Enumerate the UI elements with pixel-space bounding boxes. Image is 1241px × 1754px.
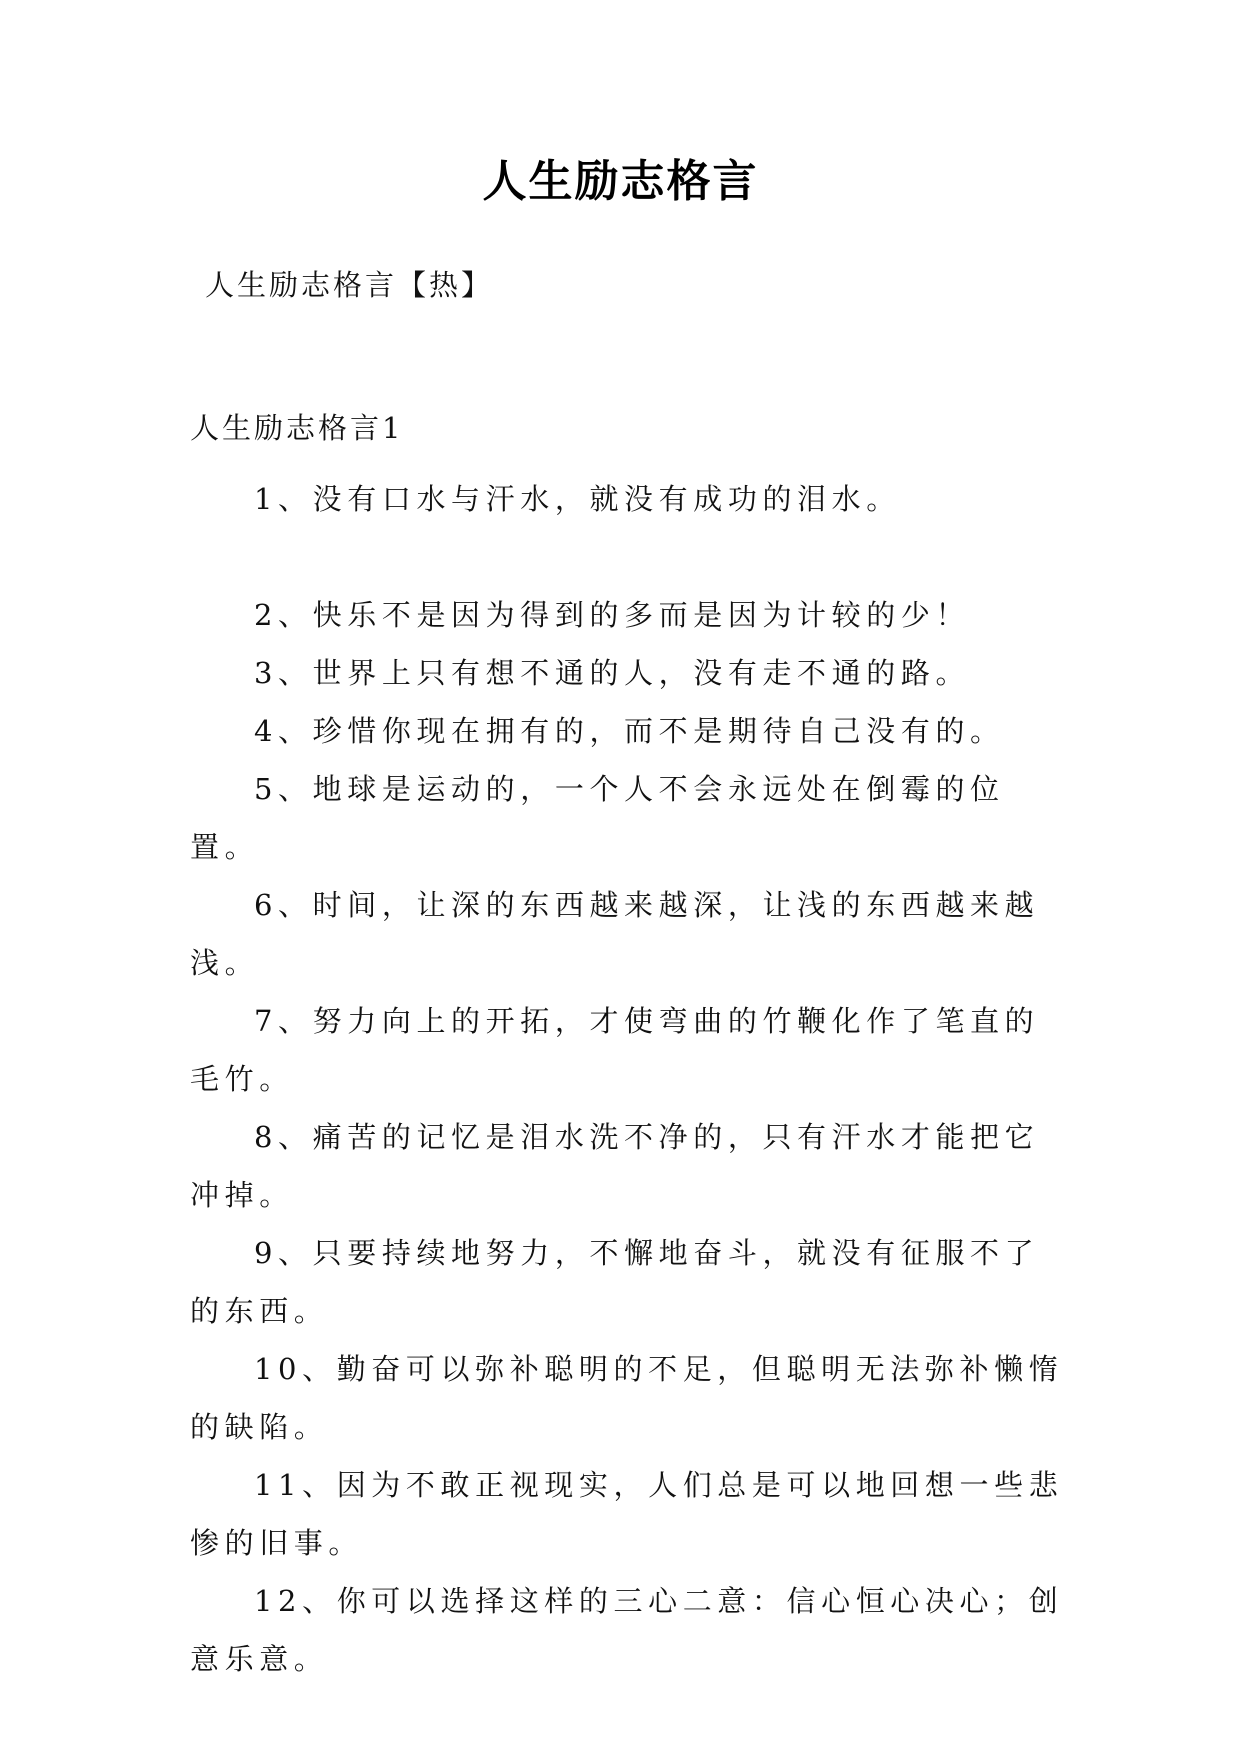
quote-item: 1、没有口水与汗水，就没有成功的泪水。: [254, 482, 901, 516]
quote-item: 3、世界上只有想不通的人，没有走不通的路。: [254, 656, 971, 690]
quote-item: 11、因为不敢正视现实，人们总是可以地回想一些悲惨的旧事。: [190, 1468, 1064, 1560]
quote-item: 4、珍惜你现在拥有的，而不是期待自己没有的。: [254, 714, 1005, 748]
quote-item: 7、努力向上的开拓，才使弯曲的竹鞭化作了笔直的毛竹。: [190, 1004, 1040, 1096]
quote-item: 8、痛苦的记忆是泪水洗不净的，只有汗水才能把它冲掉。: [190, 1120, 1040, 1212]
quote-item: 12、你可以选择这样的三心二意：信心恒心决心；创意乐意。: [190, 1584, 1064, 1676]
quote-list: [190, 470, 1070, 1688]
document-subtitle: 人生励志格言【热】: [205, 268, 494, 302]
section-heading: 人生励志格言1: [190, 411, 404, 445]
quote-item: 2、快乐不是因为得到的多而是因为计较的少！: [254, 598, 971, 632]
quote-item: 9、只要持续地努力，不懈地奋斗，就没有征服不了的东西。: [190, 1236, 1040, 1328]
document-title: 人生励志格言: [482, 156, 759, 207]
quote-item: 10、勤奋可以弥补聪明的不足，但聪明无法弥补懒惰的缺陷。: [190, 1352, 1064, 1444]
quote-item: 5、地球是运动的，一个人不会永远处在倒霉的位置。: [190, 772, 1005, 864]
quote-item: 6、时间，让深的东西越来越深，让浅的东西越来越浅。: [190, 888, 1040, 980]
